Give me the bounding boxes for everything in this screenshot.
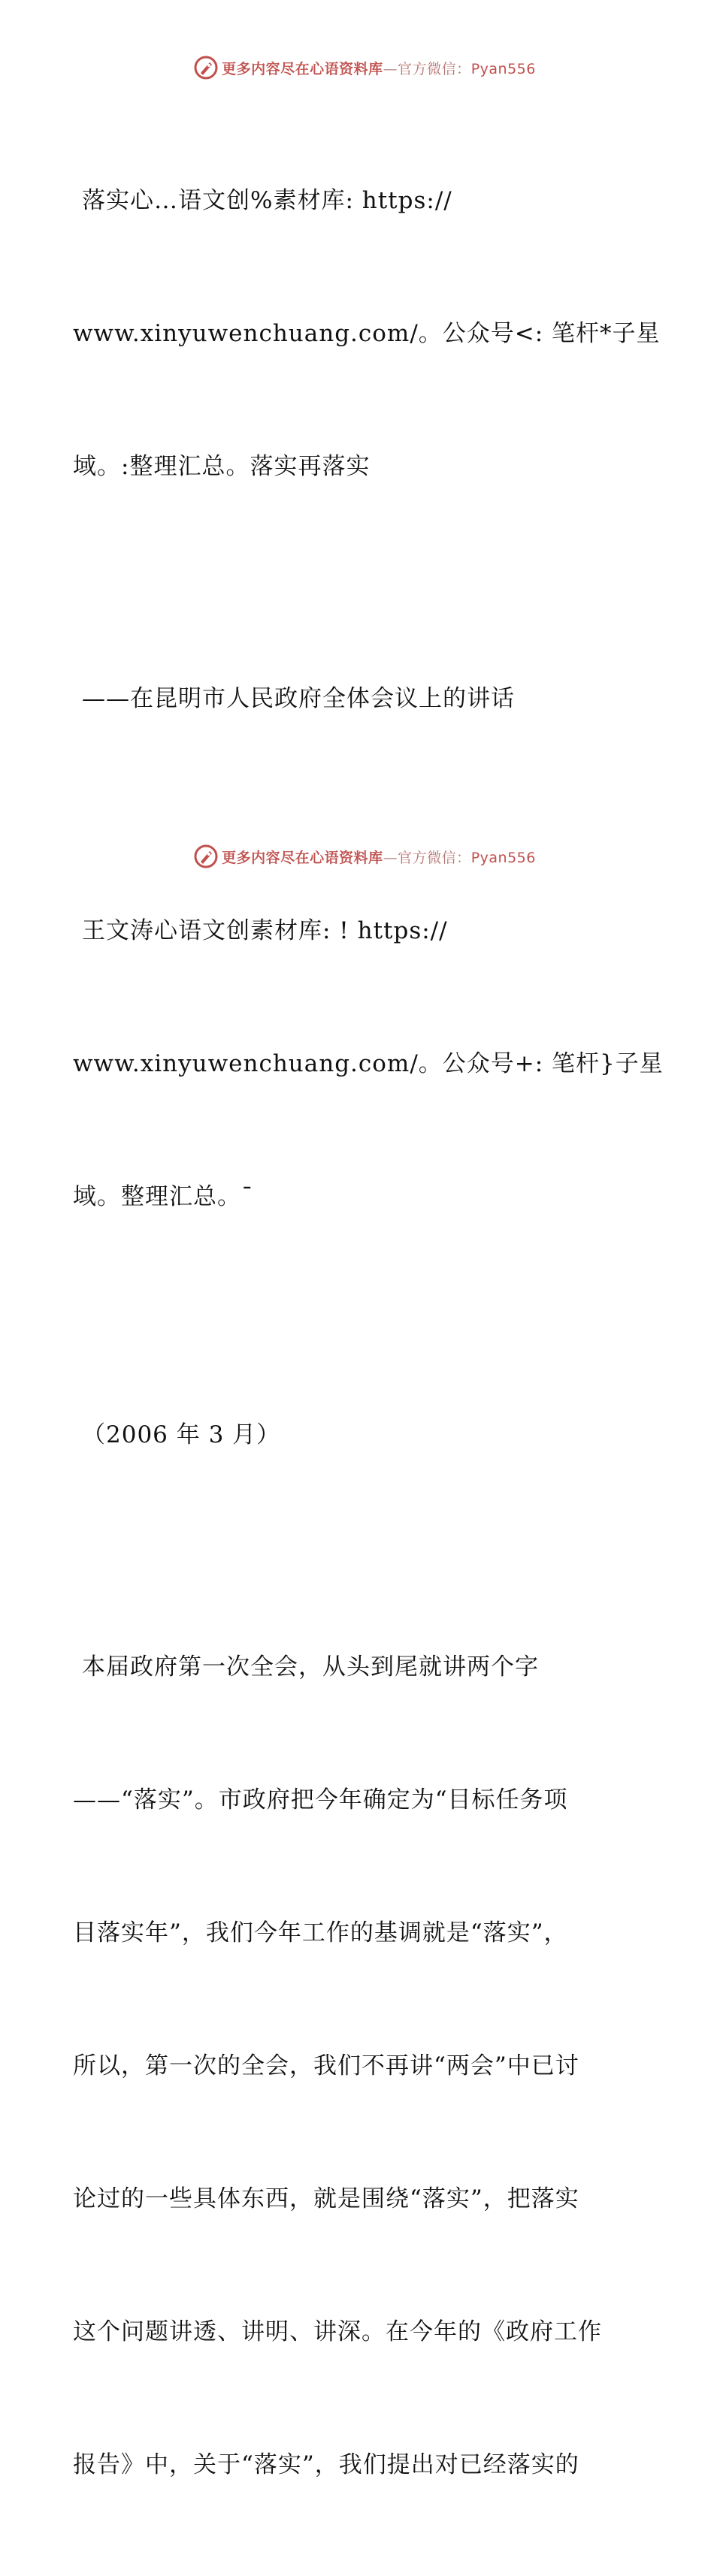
- header-site-name: 更多内容尽在心语资料库: [222, 60, 383, 77]
- text-line: 论过的一些具体东西，就是围绕“落实”，把落实: [73, 2185, 579, 2212]
- footer-wechat-label: 官方微信：: [398, 849, 471, 866]
- date-text: （2006 年 3 月）: [82, 1421, 281, 1448]
- date-line: [73, 1324, 652, 1546]
- header-banner-text: [222, 58, 536, 78]
- footer-banner-inner: [193, 844, 536, 869]
- text-line: 所以，第一次的全会，我们不再讲“两会”中已讨: [73, 2052, 579, 2079]
- footer-wechat-id: Pyan556: [470, 849, 536, 866]
- header-wechat-label: 官方微信：: [398, 60, 471, 77]
- subtitle-text: ——在昆明市人民政府全体会议上的讲话: [82, 685, 515, 712]
- text-line: 这个问题讲透、讲明、讲深。在今年的《政府工作: [73, 2318, 602, 2345]
- header-wechat-id: Pyan556: [470, 60, 536, 77]
- subtitle: [73, 588, 652, 810]
- footer-separator: —: [383, 849, 398, 866]
- text-line: 本届政府第一次全会，从头到尾就讲两个字: [82, 1653, 539, 1681]
- text-line: 域。整理汇总。¯: [73, 1183, 254, 1210]
- text-line: 目落实年”，我们今年工作的基调就是“落实”，: [73, 1919, 568, 1946]
- footer-banner: [0, 843, 714, 870]
- text-line: 王文涛心语文创素材库: ! https://: [82, 917, 448, 944]
- footer-site-name: 更多内容尽在心语资料库: [222, 849, 383, 866]
- header-banner: [0, 54, 714, 81]
- header-separator: —: [383, 60, 398, 77]
- document-body: [73, 90, 664, 2576]
- text-line: www.xinyuwenchuang.com/。公众号<: 笔杆*子星: [73, 320, 661, 347]
- pen-nib-seal-icon: [193, 55, 219, 80]
- footer-banner-text: [222, 847, 536, 867]
- text-line: 落实心…语文创%素材库: https://: [82, 187, 452, 214]
- paragraph-source-note-1: [73, 90, 661, 578]
- pen-nib-seal-icon: [193, 844, 219, 869]
- text-line: ——“落实”。市政府把今年确定为“目标任务项: [73, 1786, 568, 1813]
- text-line: 域。:整理汇总。落实再落实: [73, 453, 371, 480]
- text-line: www.xinyuwenchuang.com/。公众号+: 笔杆}子星: [73, 1050, 664, 1077]
- paragraph-source-note-2: [73, 820, 664, 1308]
- text-line: 报告》中，关于“落实”，我们提出对已经落实的: [73, 2451, 579, 2478]
- paragraph-main: [73, 1557, 652, 2576]
- header-banner-inner: [193, 55, 536, 80]
